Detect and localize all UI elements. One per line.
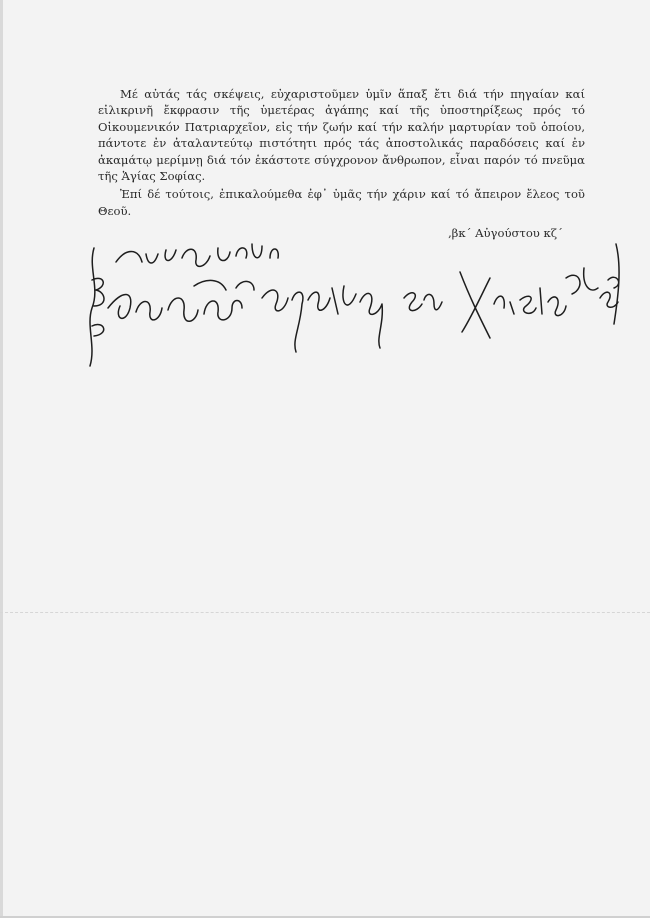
signature-upper-line: [116, 244, 278, 266]
signature-initial-stroke: [90, 248, 104, 366]
handwritten-signature: [86, 228, 626, 368]
letter-body: [98, 86, 585, 219]
letter-date: ‚βκ΄ Αὐγούστου κζ΄: [448, 226, 563, 240]
signature-word-agapitos: [262, 286, 382, 352]
paragraph-thanks: Μέ αὐτάς τάς σκέψεις, εὐχαριστοῦμεν ὑμῖν ἅπαξ ἔτι διά τήν πηγαίαν καί εἰλικρινῆ ἔκφρασιν τῆς ὑμετέρας ἀγάπης καί τῆς ὑποστηρίξεως πρός τό Οἰκουμενικόν Πατριαρχεῖον, εἰς τήν ζωήν καί τήν καλήν μαρτυρίαν τοῦ ὁποίου, πάντοτε ἐν ἀταλαντεύτῳ πιστότητι πρός τάς ἀποστολικάς παραδόσεις καί ἐν ἀκαμάτῳ μερίμνῃ διά τόν ἑκάστοτε σύγχρονον ἄνθρωπον, εἶναι παρόν τό πνεῦμα τῆς Ἁγίας Σοφίας.: [98, 87, 585, 184]
signature-word-christo: [460, 272, 566, 338]
paper-fold-line: [0, 612, 650, 613]
paragraph-blessing: Ἐπί δέ τούτοις, ἐπικαλούμεθα ἐφ᾽ ὑμᾶς τήν χάριν καί τό ἄπειρον ἔλεος τοῦ Θεοῦ.: [98, 187, 585, 218]
signature-end-cross: [608, 244, 619, 324]
scan-edge-left: [0, 0, 3, 918]
signature-word-en: [404, 293, 442, 311]
signature-main-name: [108, 280, 254, 321]
signature-word-adelfos: [566, 268, 618, 307]
